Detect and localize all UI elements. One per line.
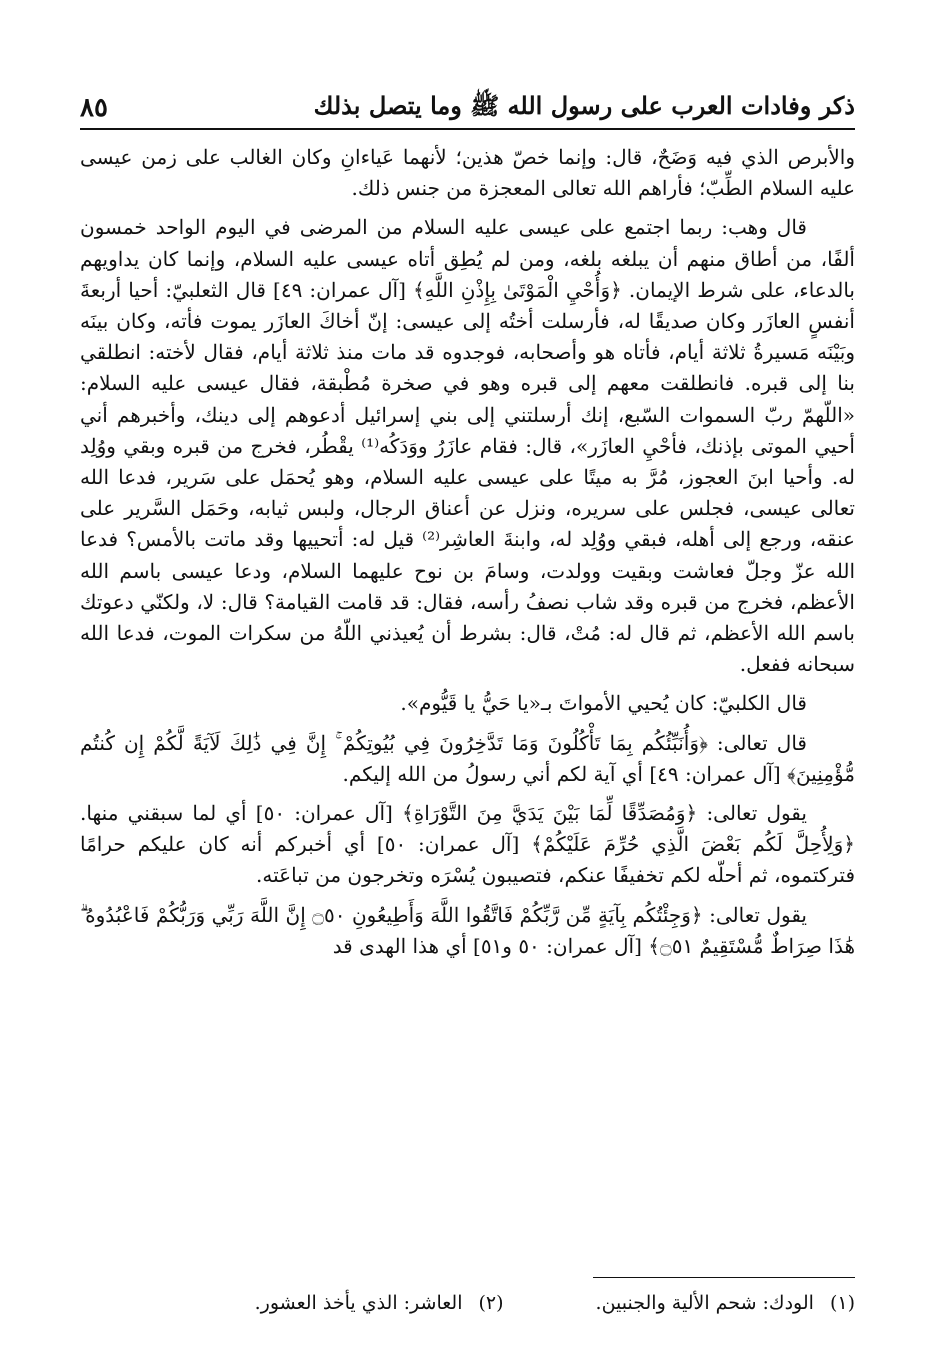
paragraph: قال وهب: ربما اجتمع على عيسى عليه السلام من المرضى في اليوم الواحد خمسون ألفًا، من أطاق منهم أن يبلغه بلغه، ومن لم يُطِق أتاه عيسى عليه السلام، وإنما كان يداويهم بالدعاء، على شرط الإيمان. ﴿وَأُحْيِ الْمَوْتَىٰ بِإِذْنِ اللَّهِ﴾ [آل عمران: ٤٩] قال الثعلبيّ: أحيا أربعةَ أنفسٍ العازَر وكان صديقًا له، فأرسلت أختُه إلى عيسى: إنّ أخاكَ العازَر يموت فأته، وكان بينَه وبَيْنَه مَسيرةُ ثلاثة أيام، فأتاه هو وأصحابه، فوجدوه قد مات منذ ثلاثة أيام، فقال لأخته: انطلقي بنا إلى قبره. فانطلقت معهم إلى قبره وهو في صخرة مُطْبقة، فقال عيسى عليه السلام: «اللّهمّ ربّ السموات السّبع، إنك أرسلتني إلى بني إسرائيل أدعوهم إلى دينك، وأخبرهم أني أحيي الموتى بإذنك، فأحْيِ العازَر»، قال: فقام عازَرُ ووَدَكُه⁽¹⁾ يقْطُر، فخرج من قبره وبقي ووُلِد له. وأحيا ابنَ العجوز، مُرَّ به ميتًا على عيسى عليه السلام، وهو يُحمَل على سَرير، فدعا الله تعالى عيسى، فجلس على سريره، ونزل عن أعناق الرجال، ولبس ثيابه، وحَمَل السَّرير على عنقه، ورجع إلى أهله، فبقي ووُلِد له، وابنةَ العاشِر⁽²⁾ قيل له: أتحييها وقد ماتت بالأمس؟ فدعا الله عزّ وجلّ فعاشت وبقيت وولدت، وسامَ بن نوح عليهما السلام، ودعا عيسى باسم الله الأعظم، فخرج من قبره وقد شاب نصفُ رأسه، فقال: قد قامت القيامة؟ قال: لا، ولكنّي دعوتك باسم الله الأعظم، ثم قال له: مُتْ، قال: بشرط أن يُعيذني اللّهُ من سكرات الموت، فدعا الله سبحانه ففعل.: [80, 215, 855, 677]
paragraph: قال تعالى: ﴿وَأُنَبِّئُكُم بِمَا تَأْكُلُونَ وَمَا تَدَّخِرُونَ فِي بُيُوتِكُمْ ۚ إِنَّ فِي ذَٰلِكَ لَآيَةً لَّكُمْ إِن كُنتُم مُّؤْمِنِينَ﴾ [آل عمران: ٤٩] أي آية لكم أني رسولُ من الله إليكم.: [80, 730, 855, 786]
footnotes: [80, 1292, 855, 1328]
footnote-divider: [593, 1277, 855, 1278]
paragraph: يقول تعالى: ﴿وَجِئْتُكُم بِآيَةٍ مِّن رَّبِّكُمْ فَاتَّقُوا اللَّهَ وَأَطِيعُونِ ۝٥٠ إِنَّ اللَّهَ رَبِّي وَرَبُّكُمْ فَاعْبُدُوهُ ۗ هَٰذَا صِرَاطٌ مُّسْتَقِيمٌ ۝٥١﴾ [آل عمران: ٥٠ و٥١] أي هذا الهدى قد: [80, 902, 855, 958]
body-text: [80, 142, 855, 970]
footnote-number: (٢): [478, 1292, 504, 1314]
paragraph: والأبرص الذي فيه وَضَحٌ، قال: وإنما خصّ هذين؛ لأنهما عَياءانِ وكان الغالب على زمن عيسى عليه السلام الطِّبّ؛ فأراهم الله تعالى المعجزة من جنس ذلك.: [80, 145, 855, 201]
footnote-number: (١): [829, 1292, 855, 1314]
paragraph: قال الكلبيّ: كان يُحيي الأمواتَ بـ«يا حَيُّ يا قَيُّوم».: [400, 691, 807, 716]
running-header: [80, 88, 855, 130]
footnote-text: العاشر: الذي يأخذ العشور.: [254, 1292, 463, 1314]
footnote-text: الودك: شحم الألية والجنبين.: [595, 1292, 814, 1314]
footnote: [596, 1292, 855, 1328]
page-number: ٨٥: [80, 93, 108, 123]
header-title: ذكر وفادات العرب على رسول الله ﷺ وما يتصل بذلك: [313, 90, 855, 120]
paragraph: يقول تعالى: ﴿وَمُصَدِّقًا لِّمَا بَيْنَ يَدَيَّ مِنَ التَّوْرَاةِ﴾ [آل عمران: ٥٠] أي لما سبقني منها. ﴿وَلِأُحِلَّ لَكُم بَعْضَ الَّذِي حُرِّمَ عَلَيْكُمْ﴾ [آل عمران: ٥٠] أي أخبركم أنه كان عليكم حرامًا فتركتموه، ثم أحلّه لكم تخفيفًا عنكم، فتصيبون يُسْرَه وتخرجون من تباعَته.: [80, 801, 855, 888]
footnote: [255, 1292, 504, 1328]
